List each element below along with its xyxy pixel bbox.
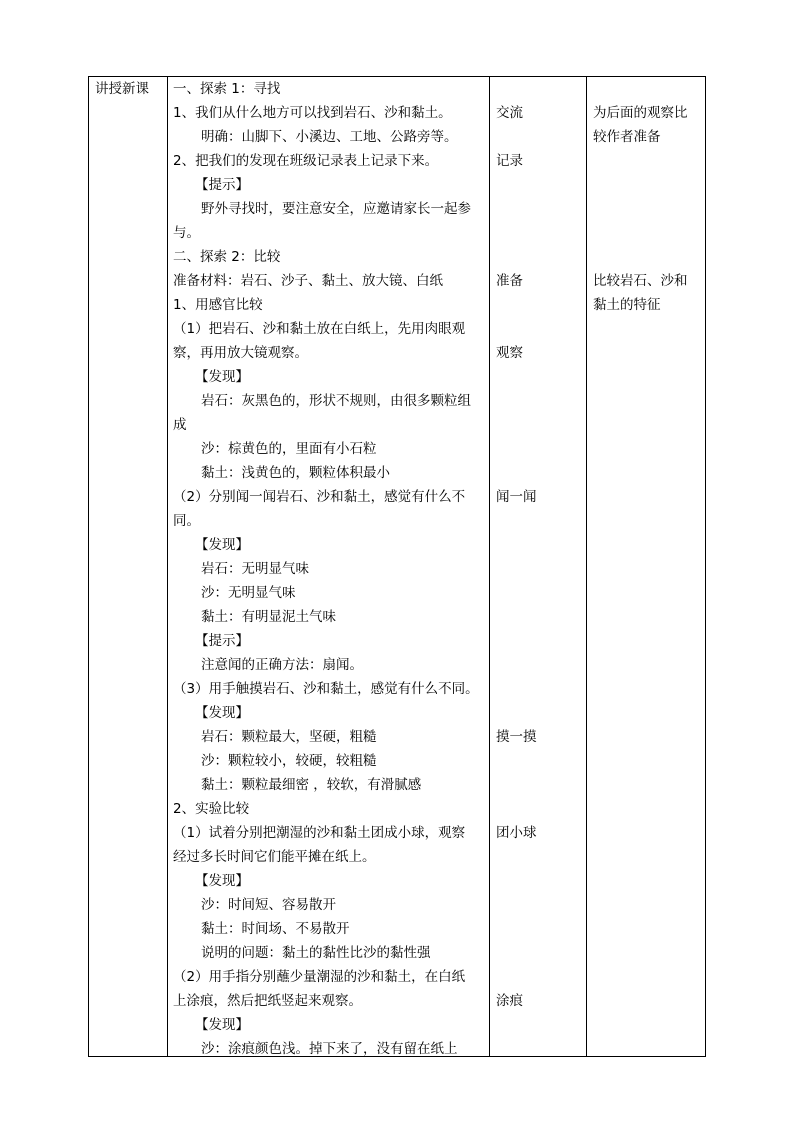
- content-line: 黏土：时间场、不易散开: [201, 921, 350, 937]
- purpose-label: 比较岩石、沙和: [593, 273, 688, 289]
- content-line: 1、用感官比较: [173, 297, 263, 313]
- content-line: （1）把岩石、沙和黏土放在白纸上，先用肉眼观: [173, 321, 466, 337]
- content-line: 说明的问题：黏土的黏性比沙的黏性强: [201, 945, 431, 961]
- content-line: 黏土：颗粒最细密 ，较软，有滑腻感: [201, 777, 422, 793]
- content-line: 2、把我们的发现在班级记录表上记录下来。: [173, 153, 439, 169]
- content-line: 与。: [173, 225, 200, 241]
- content-line: 准备材料：岩石、沙子、黏土、放大镜、白纸: [173, 273, 443, 289]
- lesson-table: [88, 76, 706, 1057]
- activity-label: 交流: [496, 105, 523, 121]
- content-line: 沙：颗粒较小，较硬，较粗糙: [201, 753, 377, 769]
- activity-label: 涂痕: [496, 993, 523, 1009]
- content-line: 【发现】: [195, 1017, 249, 1033]
- content-line: 岩石：无明显气味: [201, 561, 309, 577]
- section-label: 讲授新课: [95, 81, 149, 97]
- content-line: 明确：山脚下、小溪边、工地、公路旁等。: [201, 129, 458, 145]
- content-line: 察，再用放大镜观察。: [173, 345, 308, 361]
- content-line: 岩石：灰黑色的，形状不规则，由很多颗粒组: [201, 393, 471, 409]
- content-line: 沙：涂痕颜色浅。掉下来了，没有留在纸上: [201, 1041, 458, 1057]
- content-line: （2）用手指分别蘸少量潮湿的沙和黏土，在白纸: [173, 969, 466, 985]
- content-line: 黏土：浅黄色的，颗粒体积最小: [201, 465, 390, 481]
- content-line: 成: [173, 417, 187, 433]
- content-line: 【发现】: [195, 537, 249, 553]
- content-line: 同。: [173, 513, 200, 529]
- column-divider-1: [167, 77, 168, 1056]
- content-line: 二、探索 2：比较: [173, 249, 281, 265]
- content-line: 【发现】: [195, 873, 249, 889]
- content-line: 【提示】: [195, 177, 249, 193]
- content-line: 岩石：颗粒最大，坚硬，粗糙: [201, 729, 377, 745]
- content-line: （1）试着分别把潮湿的沙和黏土团成小球，观察: [173, 825, 466, 841]
- purpose-label: 较作者准备: [593, 129, 661, 145]
- content-line: 【提示】: [195, 633, 249, 649]
- content-line: 【发现】: [195, 705, 249, 721]
- content-line: 沙：棕黄色的，里面有小石粒: [201, 441, 377, 457]
- purpose-label: 黏土的特征: [593, 297, 661, 313]
- content-line: 沙：时间短、容易散开: [201, 897, 336, 913]
- content-line: 1、我们从什么地方可以找到岩石、沙和黏土。: [173, 105, 452, 121]
- column-divider-2: [489, 77, 490, 1056]
- activity-label: 摸一摸: [496, 729, 537, 745]
- activity-label: 记录: [496, 153, 523, 169]
- content-line: （3）用手触摸岩石、沙和黏土，感觉有什么不同。: [173, 681, 479, 697]
- column-divider-3: [586, 77, 587, 1056]
- content-line: 【发现】: [195, 369, 249, 385]
- content-line: 上涂痕，然后把纸竖起来观察。: [173, 993, 362, 1009]
- content-line: 沙：无明显气味: [201, 585, 296, 601]
- content-line: 黏土：有明显泥土气味: [201, 609, 336, 625]
- activity-label: 观察: [496, 345, 523, 361]
- purpose-label: 为后面的观察比: [593, 105, 688, 121]
- activity-label: 闻一闻: [496, 489, 537, 505]
- activity-label: 准备: [496, 273, 523, 289]
- content-line: 经过多长时间它们能平摊在纸上。: [173, 849, 376, 865]
- content-line: 注意闻的正确方法：扇闻。: [201, 657, 363, 673]
- activity-label: 团小球: [496, 825, 537, 841]
- content-line: 一、探索 1：寻找: [173, 81, 281, 97]
- content-line: 2、实验比较: [173, 801, 250, 817]
- content-line: （2）分别闻一闻岩石、沙和黏土，感觉有什么不: [173, 489, 466, 505]
- content-line: 野外寻找时，要注意安全，应邀请家长一起参: [201, 201, 471, 217]
